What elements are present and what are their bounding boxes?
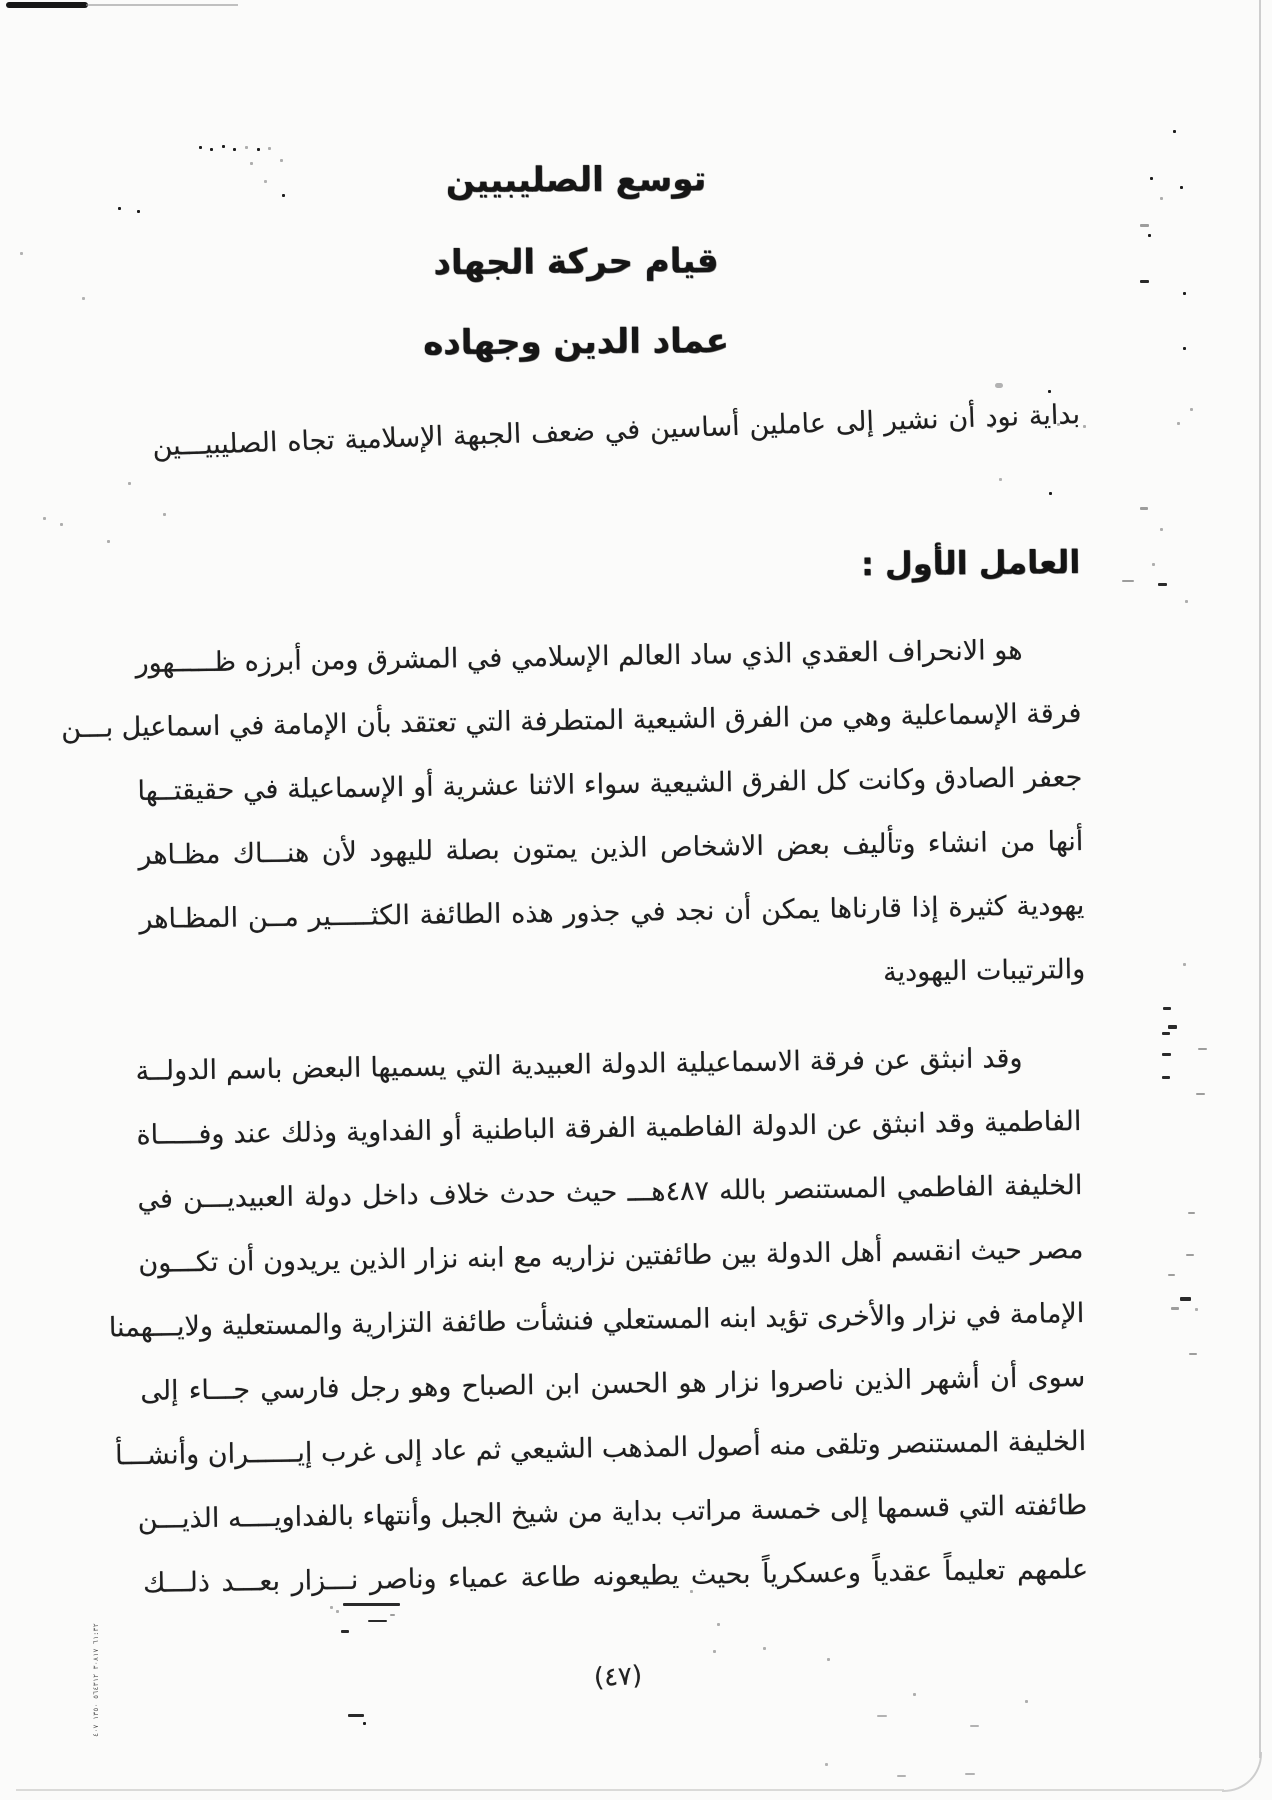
- paragraph-line: جعفر الصادق وكانت كل الفرق الشيعية سواء الاثنا عشرية أو الإسماعيلة في حقيقتــها: [137, 761, 1083, 807]
- scan-edge-corner: [1222, 1752, 1262, 1792]
- scan-edge-bottom: [16, 1789, 1224, 1791]
- paragraph-1: [61, 618, 1086, 1016]
- page-title-1: توسع الصليبيين: [445, 159, 707, 201]
- paragraph-line: يهودية كثيرة إذا قارناها يمكن أن نجد في جذور هذه الطائفة الكثـــــير مــن المظـاهر: [139, 889, 1085, 935]
- page-title-2: قيام حركة الجهاد: [433, 241, 719, 283]
- paragraph-line: الخليفة الفاطمي المستنصر بالله ٤٨٧هـــ حيث حدث خلاف داخل دولة العبيديـــن في: [137, 1169, 1083, 1215]
- paragraph-line: أنها من انشاء وتأليف بعض الاشخاص الذين يمتون بصلة لليهود لأن هنـــاك مظـاهر: [138, 825, 1084, 871]
- paragraph-line: سوى أن أشهر الذين ناصروا نزار هو الحسن ابن الصباح وهو رجل فارسي جـــاء إلى: [140, 1361, 1086, 1407]
- scan-edge-right: [1259, 0, 1261, 1758]
- intro-line: بداية نود أن نشير إلى عاملين أساسين في ضعف الجبهة الإسلامية تجاه الصليبيـــين: [152, 399, 1081, 463]
- paragraph-line: والترتيبات اليهودية: [882, 953, 1086, 988]
- paragraph-line: وقد انبثق عن فرقة الاسماعيلية الدولة العبيدية التي يسميها البعض باسم الدولــة: [135, 1042, 1023, 1088]
- paragraph-2: [108, 1026, 1089, 1616]
- scan-streak-top-left: [6, 2, 88, 8]
- page-number: (٤٧): [593, 1660, 643, 1694]
- section-heading: العامل الأول :: [860, 542, 1081, 584]
- paragraph-line: طائفته التي قسمها إلى خمسة مراتب بداية من شيخ الجبل وأنتهاء بالفداويــــه الذيـــن: [137, 1489, 1088, 1536]
- page-title-3: عماد الدين وجهاده: [423, 320, 729, 364]
- paragraph-line: علمهم تعليماً عقدياً وعسكرياً بحيث يطيعونه طاعة عمياء وناصر نـــزار بعـــد ذلـــك: [142, 1553, 1089, 1599]
- paragraph-line: الخليفة المستنصر وتلقى منه أصول المذهب الشيعي ثم عاد إلى غرب إيــــــران وأنشـــأ: [114, 1425, 1087, 1472]
- scan-streak-tail: [86, 4, 238, 6]
- margin-stamp-microtext: ٦١:٣٢ ٣٠٨١٧ ٥٦٤٣١٢ ١٣٥٠ ٤٠٧: [92, 1623, 100, 1737]
- paragraph-line: مصر حيث انقسم أهل الدولة بين طائفتين نزاريه مع ابنه نزار الذين يريدون أن تكـــون: [138, 1233, 1084, 1279]
- paragraph-line: الفاطمية وقد انبثق عن الدولة الفاطمية الفرقة الباطنية أو الفداوية وذلك عند وفـــــاة: [136, 1105, 1082, 1152]
- paragraph-line: هو الانحراف العقدي الذي ساد العالم الإسلامي في المشرق ومن أبرزه ظـــــهور: [135, 634, 1023, 680]
- paragraph-line: الإمامة في نزار والأخرى تؤيد ابنه المستعلي فنشأت طائفة التزارية والمستعلية ولايـــهمنا: [108, 1297, 1085, 1344]
- paragraph-line: فرقة الإسماعلية وهي من الفرق الشيعية المتطرفة التي تعتقد بأن الإمامة في اسماعيل بـــن: [61, 697, 1082, 745]
